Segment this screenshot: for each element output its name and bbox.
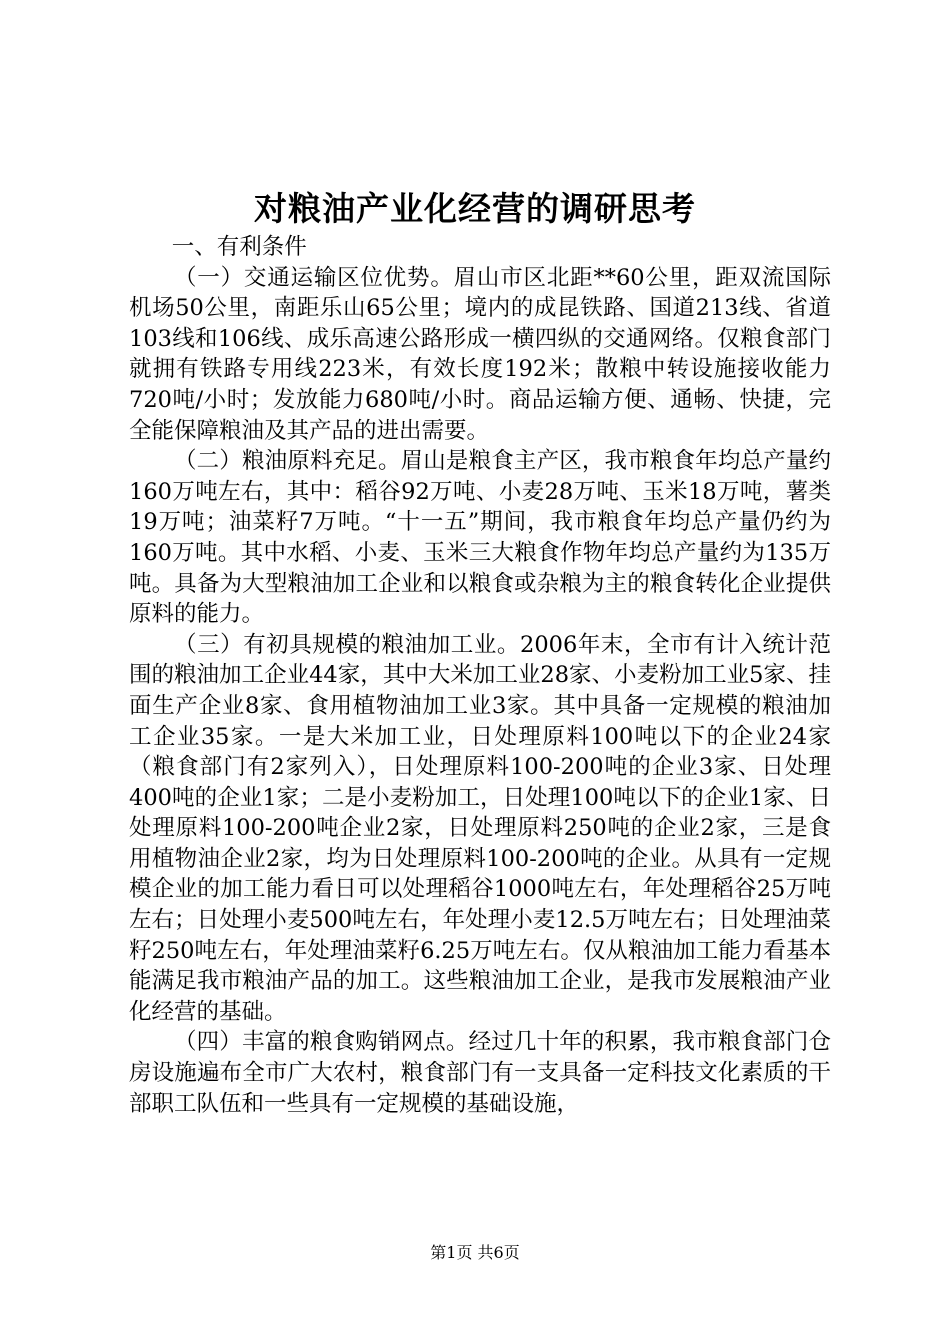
- paragraph-processing-industry: （三）有初具规模的粮油加工业。2006年末，全市有计入统计范围的粮油加工企业44家，其中大米加工业28家、小麦粉加工业5家、挂面生产企业8家、食用植物油加工业3家。其中具备一定规模的粮油加工企业35家。一是大米加工业，日处理原料100吨以下的企业24家（粮食部门有2家列入），日处理原料100-200吨的企业3家、日处理400吨的企业1家；二是小麦粉加工，日处理100吨以下的企业1家、日处理原料100-200吨企业2家，日处理原料250吨的企业2家，三是食用植物油企业2家，均为日处理原料100-200吨的企业。从具有一定规模企业的加工能力看日可以处理稻谷1000吨左右，年处理稻谷25万吨左右；日处理小麦500吨左右，年处理小麦12.5万吨左右；日处理油菜籽250吨左右，年处理油菜籽6.25万吨左右。仅从粮油加工能力看基本能满足我市粮油产品的加工。这些粮油加工企业，是我市发展粮油产业化经营的基础。: [129, 631, 831, 1025]
- section-heading: 一、有利条件: [171, 234, 307, 260]
- document-body: [129, 232, 831, 1119]
- paragraph-transport: （一）交通运输区位优势。眉山市区北距**60公里，距双流国际机场50公里，南距乐山65公里；境内的成昆铁路、国道213线、省道103线和106线、成乐高速公路形成一横四纵的交通网络。仅粮食部门就拥有铁路专用线223米，有效长度192米；散粮中转设施接收能力720吨/小时；发放能力680吨/小时。商品运输方便、通畅、快捷，完全能保障粮油及其产品的进出需要。: [129, 264, 831, 444]
- paragraph-purchase-network: （四）丰富的粮食购销网点。经过几十年的积累，我市粮食部门仓房设施遍布全市广大农村，粮食部门有一支具备一定科技文化素质的干部职工队伍和一些具有一定规模的基础设施，: [129, 1029, 831, 1117]
- document-title: 对粮油产业化经营的调研思考: [254, 189, 696, 228]
- page-footer: 第1页 共6页: [430, 1243, 520, 1262]
- paragraph-raw-materials: （二）粮油原料充足。眉山是粮食主产区，我市粮食年均总产量约160万吨左右，其中：稻谷92万吨、小麦28万吨、玉米18万吨，薯类19万吨；油菜籽7万吨。“十一五”期间，我市粮食年均总产量仍约为160万吨。其中水稻、小麦、玉米三大粮食作物年均总产量约为135万吨。具备为大型粮油加工企业和以粮食或杂粮为主的粮食转化企业提供原料的能力。: [129, 448, 831, 628]
